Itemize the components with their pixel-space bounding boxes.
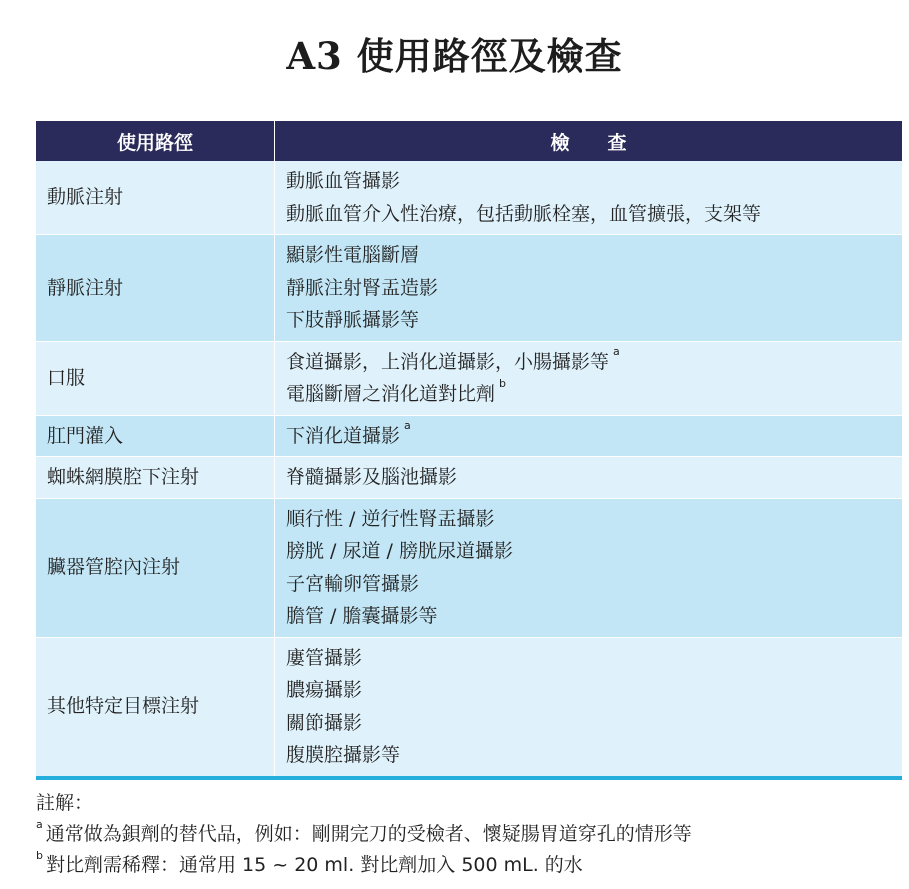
- exam-cell: [275, 341, 903, 415]
- route-cell: 口服: [36, 341, 275, 415]
- exam-text: 子宮輸卵管攝影: [286, 572, 420, 595]
- header-exam: 檢 查: [275, 121, 903, 161]
- exam-text: 靜脈注射腎盂造影: [286, 276, 439, 299]
- exam-line: [286, 535, 902, 568]
- exam-line: [286, 272, 902, 305]
- exam-text: 下肢靜脈攝影等: [286, 309, 420, 331]
- exam-text: 關節攝影: [286, 711, 363, 734]
- page-title: A3 使用路徑及檢查: [286, 34, 623, 78]
- route-cell: 臟器管腔內注射: [36, 498, 275, 637]
- exam-line: [286, 600, 902, 633]
- exam-line: [286, 707, 902, 740]
- exam-line: [286, 642, 902, 675]
- note-mark: a: [36, 818, 43, 831]
- note-text: 通常做為鋇劑的替代品，例如：剛開完刀的受檢者、懷疑腸胃道穿孔的情形等: [45, 823, 692, 845]
- footnote-mark: b: [499, 377, 506, 390]
- footnote-mark: a: [613, 344, 620, 358]
- exam-line: [286, 304, 902, 337]
- exam-text: 膿瘍攝影: [286, 679, 363, 701]
- notes-list: [36, 819, 692, 881]
- exam-text: 電腦斷層之消化道對比劑: [286, 383, 496, 405]
- route-exam-table: [36, 121, 902, 780]
- exam-line: [286, 503, 902, 536]
- exam-text: 下消化道攝影: [286, 424, 401, 447]
- exam-line: [286, 420, 902, 453]
- exam-text: 動脈血管攝影: [286, 170, 401, 192]
- exam-line: [286, 568, 902, 601]
- table-row: [36, 161, 902, 235]
- table-row: [36, 457, 902, 499]
- exam-line: [286, 378, 902, 411]
- footnote-mark: a: [404, 418, 411, 432]
- exam-cell: [275, 457, 903, 499]
- exam-cell: [275, 498, 903, 637]
- table-header-row: [36, 121, 902, 161]
- route-cell: 其他特定目標注射: [36, 637, 275, 778]
- route-cell: 肛門灌入: [36, 415, 275, 457]
- table-row: [36, 415, 902, 457]
- table-row: [36, 341, 902, 415]
- table-row: [36, 235, 902, 342]
- exam-cell: [275, 415, 903, 457]
- exam-text: 食道攝影，上消化道攝影，小腸攝影等: [286, 350, 610, 373]
- exam-text: 廔管攝影: [286, 646, 363, 669]
- notes-heading: 註解：: [36, 792, 94, 814]
- exam-line: [286, 165, 902, 198]
- note-item: [36, 819, 692, 850]
- exam-line: [286, 674, 902, 707]
- exam-line: [286, 239, 902, 272]
- note-text: 對比劑需稀釋：通常用 15 ~ 20 ml. 對比劑加入 500 mL. 的水: [45, 854, 583, 876]
- exam-text: 順行性 / 逆行性腎盂攝影: [286, 507, 495, 530]
- exam-cell: [275, 235, 903, 342]
- exam-line: [286, 461, 902, 494]
- exam-cell: [275, 161, 903, 235]
- route-cell: 蜘蛛網膜腔下注射: [36, 457, 275, 499]
- exam-line: [286, 346, 902, 379]
- exam-line: [286, 198, 902, 231]
- table-body: [36, 161, 902, 778]
- note-item: [36, 850, 692, 881]
- header-route: 使用路徑: [36, 121, 275, 161]
- exam-line: [286, 739, 902, 772]
- table-row: [36, 637, 902, 778]
- exam-text: 動脈血管介入性治療，包括動脈栓塞，血管擴張，支架等: [286, 202, 762, 225]
- exam-text: 腹膜腔攝影等: [286, 744, 401, 766]
- notes: [36, 788, 692, 881]
- exam-text: 膽管 / 膽囊攝影等: [286, 605, 438, 627]
- table-row: [36, 498, 902, 637]
- exam-text: 顯影性電腦斷層: [286, 244, 420, 266]
- exam-cell: [275, 637, 903, 778]
- exam-text: 脊髓攝影及腦池攝影: [286, 466, 458, 488]
- route-cell: 靜脈注射: [36, 235, 275, 342]
- note-mark: b: [36, 849, 43, 862]
- route-cell: 動脈注射: [36, 161, 275, 235]
- exam-text: 膀胱 / 尿道 / 膀胱尿道攝影: [286, 540, 513, 562]
